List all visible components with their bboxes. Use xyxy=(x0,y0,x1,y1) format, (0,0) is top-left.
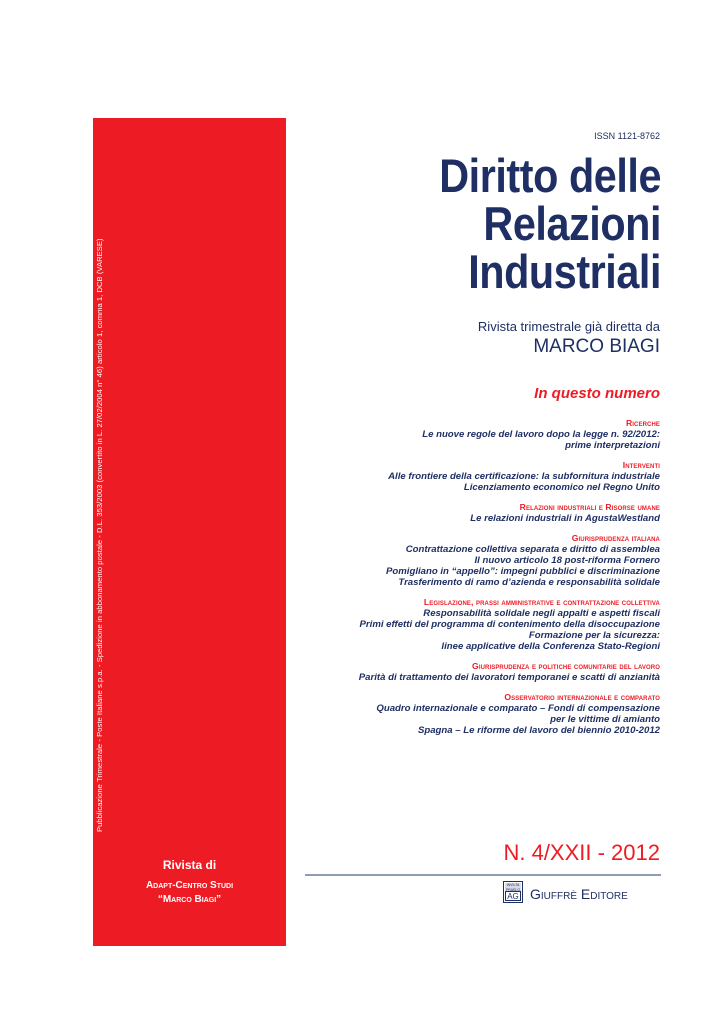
toc-item: per le vittime di amianto xyxy=(550,714,660,725)
toc-item: linee applicative della Conferenza Stato-Regioni xyxy=(441,641,660,652)
toc-item: Le relazioni industriali in AgustaWestland xyxy=(470,513,660,524)
publisher-name: Giuffrè Editore xyxy=(530,886,628,902)
logo-letters: AG xyxy=(505,891,521,901)
table-of-contents xyxy=(320,418,660,745)
toc-section-title: Relazioni industriali e Risorse umane xyxy=(519,502,660,512)
toc-section-title: Legislazione, prassi amministrative e contrattazione collettiva xyxy=(423,597,660,607)
director-name: MARCO BIAGI xyxy=(533,336,660,357)
toc-section xyxy=(320,533,660,588)
toc-item: prime interpretazioni xyxy=(565,440,660,451)
publisher-logo xyxy=(503,881,523,903)
toc-item: Alle frontiere della certificazione: la subfornitura industriale xyxy=(388,471,660,482)
toc-item: Parità di trattamento dei lavoratori temporanei e scatti di anzianità xyxy=(358,672,660,683)
toc-item: Formazione per la sicurezza: xyxy=(528,630,660,641)
rivista-di-label: Rivista di xyxy=(162,858,217,872)
toc-item: Spagna – Le riforme del lavoro del biennio 2010-2012 xyxy=(417,725,660,736)
toc-section-title: Giurisprudenza e politiche comunitarie del lavoro xyxy=(472,661,660,671)
marco-biagi-label: “Marco Biagi” xyxy=(157,894,222,905)
toc-section xyxy=(320,692,660,736)
journal-title xyxy=(439,149,661,298)
adapt-label: Adapt-Centro Studi xyxy=(145,880,234,891)
toc-item: Pomigliano in “appello”: impegni pubblici e discriminazione xyxy=(386,566,660,577)
issue-number: N. 4/XXII - 2012 xyxy=(503,840,660,865)
toc-section xyxy=(320,661,660,683)
title-line-1: Diritto delle xyxy=(439,149,661,202)
issn: ISSN 1121-8762 xyxy=(594,131,660,141)
toc-section-title: Interventi xyxy=(622,460,660,470)
toc-item: Licenziamento economico nel Regno Unito xyxy=(463,482,660,493)
toc-item: Trasferimento di ramo d’azienda e responsabilità solidale xyxy=(398,577,660,588)
toc-item: Il nuovo articolo 18 post-riforma Fornero xyxy=(474,555,660,566)
title-line-2: Relazioni xyxy=(483,197,661,250)
title-line-3: Industriali xyxy=(468,245,661,298)
toc-section-title: Giurisprudenza italiana xyxy=(571,533,660,543)
toc-item: Quadro internazionale e comparato – Fondi di compensazione xyxy=(376,703,660,714)
contents-heading: In questo numero xyxy=(534,385,660,402)
toc-section xyxy=(320,597,660,652)
subtitle: Rivista trimestrale già diretta da xyxy=(477,319,660,334)
toc-item: Contrattazione collettiva separata e diritto di assemblea xyxy=(405,544,660,555)
toc-section-title: Osservatorio internazionale e comparato xyxy=(504,692,660,702)
red-sidebar xyxy=(93,118,286,946)
toc-section xyxy=(320,502,660,524)
toc-item: Le nuove regole del lavoro dopo la legge n. 92/2012: xyxy=(422,429,660,440)
toc-section-title: Ricerche xyxy=(625,418,660,428)
postal-notice: Pubblicazione Trimestrale - Poste Italiane s.p.a. - Spedizione in abbonamento postale - D.L. 353/2003 (convertito in L. 27/02/2004 n° 46) articolo 1, comma 1, DCB (VARESE) xyxy=(95,238,104,832)
toc-item: Responsabilità solidale negli appalti e aspetti fiscali xyxy=(423,608,660,619)
divider xyxy=(305,874,661,876)
toc-section xyxy=(320,460,660,493)
logo-motto: INVILTA PRAELO xyxy=(505,883,521,892)
toc-item: Primi effetti del programma di contenimento della disoccupazione xyxy=(359,619,660,630)
toc-section xyxy=(320,418,660,451)
